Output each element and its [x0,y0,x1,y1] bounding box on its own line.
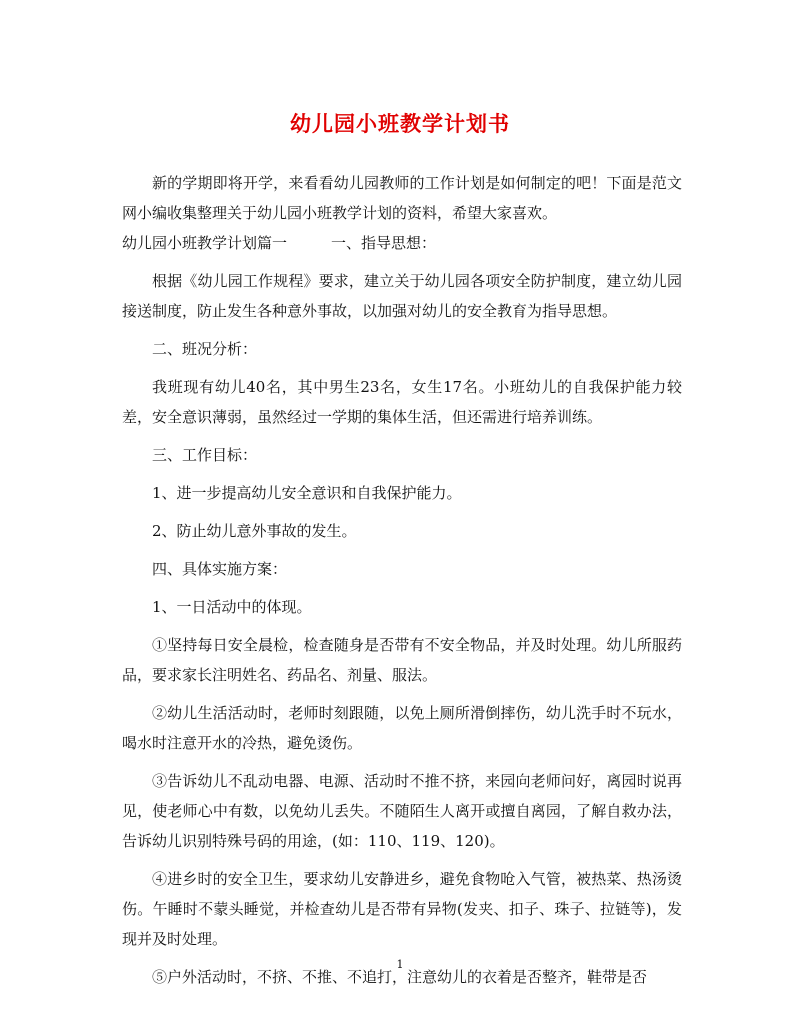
page-number: 1 [396,958,404,971]
heading-work-goals: 三、工作目标： [152,446,258,464]
section-line [122,228,682,258]
document-title: 幼儿园小班教学计划书 [290,111,510,136]
heading-class-analysis: 二、班况分析： [152,340,258,358]
goal-item-2: 2、防止幼儿意外事故的发生。 [152,522,357,540]
guiding-thought-paragraph: 根据《幼儿园工作规程》要求，建立关于幼儿园各项安全防护制度，建立幼儿园接送制度，防止发生各种意外事故，以加强对幼儿的安全教育为指导思想。 [122,272,682,320]
intro-paragraph: 新的学期即将开学，来看看幼儿园教师的工作计划是如何制定的吧！下面是范文网小编收集整理关于幼儿园小班教学计划的资料，希望大家喜欢。 [122,174,682,222]
heading-guiding-thought: 一、指导思想： [331,234,437,252]
implementation-item-1: ①坚持每日安全晨检，检查随身是否带有不安全物品，并及时处理。幼儿所服药品，要求家长注明姓名、药品名、剂量、服法。 [122,636,682,684]
implementation-item-5: ⑤户外活动时，不挤、不推、不追打，注意幼儿的衣着是否整齐，鞋带是否 [152,968,648,986]
section-label: 幼儿园小班教学计划篇一 [122,234,288,252]
goal-item-1: 1、进一步提高幼儿安全意识和自我保护能力。 [152,484,462,502]
class-analysis-paragraph: 我班现有幼儿40名，其中男生23名，女生17名。小班幼儿的自我保护能力较差，安全意识薄弱，虽然经过一学期的集体生活，但还需进行培养训练。 [122,378,682,426]
implementation-item-3: ③告诉幼儿不乱动电器、电源、活动时不推不挤，来园向老师问好，离园时说再见，使老师心中有数，以免幼儿丢失。不随陌生人离开或擅自离园，了解自救办法，告诉幼儿识别特殊号码的用途，(如：110、119、120)。 [122,772,682,850]
document-body [122,168,682,992]
implementation-item-4: ④进乡时的安全卫生，要求幼儿安静进乡，避免食物呛入气管，被热菜、热汤烫伤。午睡时不蒙头睡觉，并检查幼儿是否带有异物(发夹、扣子、珠子、拉链等)，发现并及时处理。 [122,870,682,948]
heading-implementation: 四、具体实施方案： [152,560,288,578]
implementation-item-2: ②幼儿生活活动时，老师时刻跟随，以免上厕所滑倒摔伤，幼儿洗手时不玩水，喝水时注意开水的冷热，避免烫伤。 [122,704,682,752]
implementation-subheading: 1、一日活动中的体现。 [152,598,312,616]
